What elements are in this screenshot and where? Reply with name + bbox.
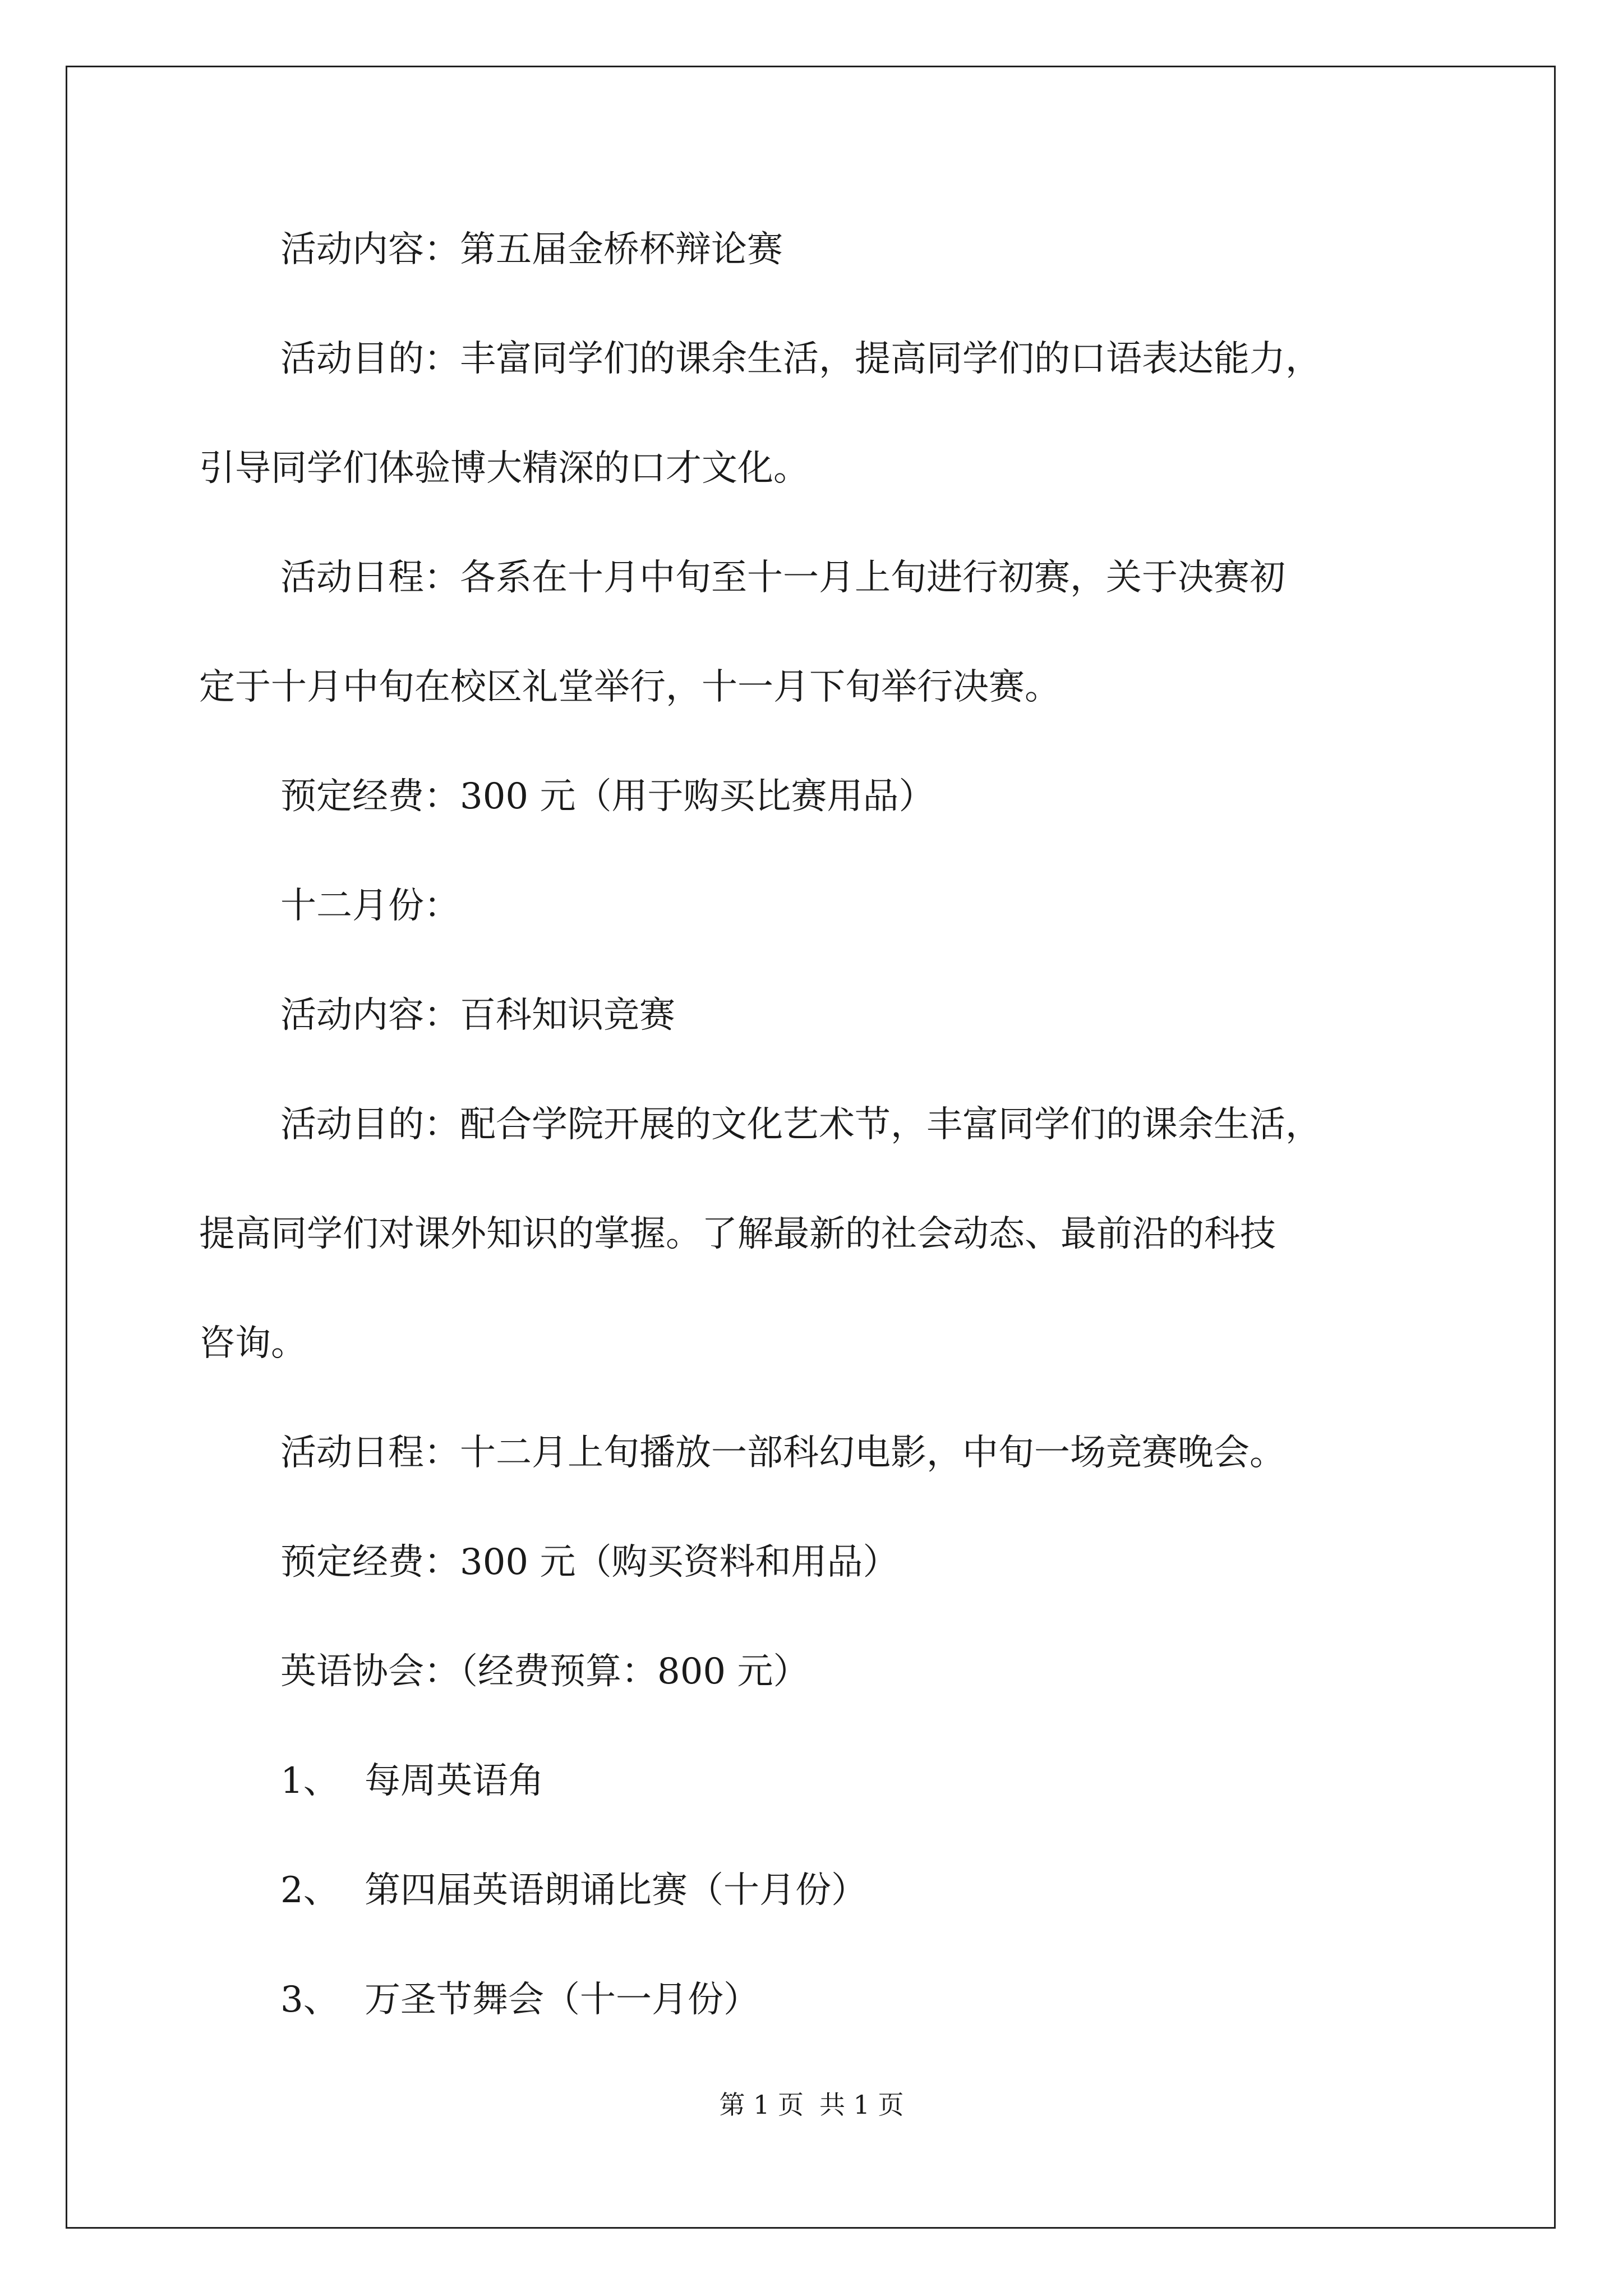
page-number-current: 第 1 页 xyxy=(719,2090,804,2120)
paragraph: 活动内容：第五届金桥杯辩论赛 xyxy=(280,229,783,270)
list-item-text: 第四届英语朗诵比赛（十月份） xyxy=(365,1870,867,1911)
list-item-number: 2、 xyxy=(280,1870,339,1911)
paragraph: 活动内容：百科知识竞赛 xyxy=(280,995,675,1036)
paragraph: 活动目的：配合学院开展的文化艺术节，丰富同学们的课余生活， xyxy=(280,1104,1321,1145)
list-item xyxy=(0,1977,1623,2022)
list-item-text: 每周英语角 xyxy=(365,1760,544,1802)
paragraph: 活动日程：十二月上旬播放一部科幻电影，中旬一场竞赛晚会。 xyxy=(280,1432,1285,1474)
paragraph: 咨询。 xyxy=(199,1323,307,1364)
paragraph: 引导同学们体验博大精深的口才文化。 xyxy=(199,448,809,489)
list-item-number: 1、 xyxy=(280,1760,339,1802)
list-item xyxy=(0,1868,1623,1913)
paragraph: 十二月份： xyxy=(280,885,460,927)
paragraph: 定于十月中旬在校区礼堂举行，十一月下旬举行决赛。 xyxy=(199,666,1061,708)
paragraph: 英语协会：（经费预算：800 元） xyxy=(280,1651,809,1692)
paragraph: 预定经费：300 元（购买资料和用品） xyxy=(280,1542,899,1583)
page-footer xyxy=(0,2088,1623,2122)
list-item xyxy=(0,1759,1623,1803)
list-item-number: 3、 xyxy=(280,1979,339,2021)
paragraph: 提高同学们对课外知识的掌握。了解最新的社会动态、最前沿的科技 xyxy=(199,1213,1276,1255)
paragraph: 预定经费：300 元（用于购买比赛用品） xyxy=(280,776,935,817)
paragraph: 活动目的：丰富同学们的课余生活，提高同学们的口语表达能力， xyxy=(280,338,1321,380)
page-number-total: 共 1 页 xyxy=(819,2090,904,2120)
list-item-text: 万圣节舞会（十一月份） xyxy=(365,1979,759,2021)
paragraph: 活动日程：各系在十月中旬至十一月上旬进行初赛，关于决赛初 xyxy=(280,557,1285,599)
